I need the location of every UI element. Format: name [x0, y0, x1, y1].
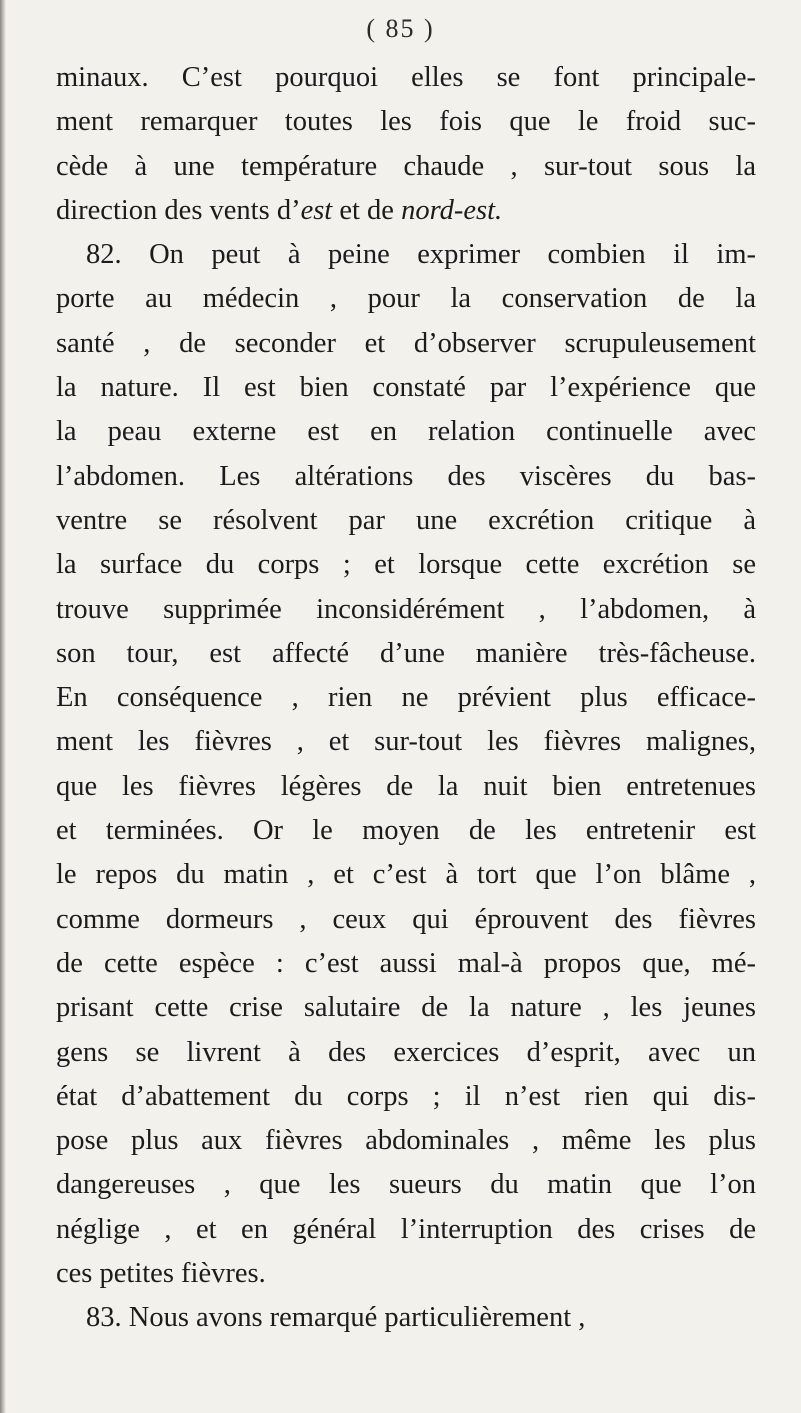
- text-line: que les fièvres légères de la nuit bien entretenues: [56, 770, 756, 802]
- text-run: direction des vents d’: [56, 194, 301, 226]
- text-line: En conséquence , rien ne prévient plus efficace-: [56, 682, 756, 714]
- text-line: de cette espèce : c’est aussi mal-à propos que, mé-: [56, 947, 756, 979]
- text-line: minaux. C’est pourquoi elles se font principale-: [56, 62, 756, 93]
- text-line: dangereuses , que les sueurs du matin que l’on: [56, 1169, 756, 1201]
- text-line: porte au médecin , pour la conservation de la: [56, 283, 756, 315]
- text-line: son tour, est affecté d’une manière très-fâcheuse.: [56, 637, 756, 669]
- paragraph-83-start: 83. Nous avons remarqué particulièrement ,: [86, 1302, 586, 1334]
- text-line: la peau externe est en relation continuelle avec: [56, 416, 756, 448]
- text-line: cède à une température chaude , sur-tout sous la: [56, 150, 756, 182]
- paragraph-82-start: 82. On peut à peine exprimer combien il im-: [86, 239, 756, 271]
- text-line: néglige , et en général l’interruption des crises de: [56, 1213, 756, 1245]
- italic-term-est: est: [300, 194, 333, 226]
- text-line: ces petites fièvres.: [56, 1258, 266, 1290]
- text-line: le repos du matin , et c’est à tort que l’on blâme ,: [56, 859, 756, 891]
- text-line: l’abdomen. Les altérations des viscères du bas-: [56, 460, 756, 492]
- text-line: [56, 189, 756, 233]
- page-number: ( 85 ): [366, 14, 435, 43]
- text-line: prisant cette crise salutaire de la nature , les jeunes: [56, 992, 756, 1024]
- text-line: comme dormeurs , ceux qui éprouvent des fièvres: [56, 903, 756, 935]
- text-line: gens se livrent à des exercices d’esprit, avec un: [56, 1036, 756, 1068]
- text-line: la surface du corps ; et lorsque cette excrétion se: [56, 549, 756, 581]
- body-text: [56, 56, 756, 1341]
- italic-term-nord-est: nord-est.: [401, 194, 503, 226]
- text-line: ventre se résolvent par une excrétion critique à: [56, 504, 756, 536]
- text-line: ment les fièvres , et sur-tout les fièvres malignes,: [56, 726, 756, 758]
- text-run: et de: [332, 194, 402, 226]
- text-line: état d’abattement du corps ; il n’est rien qui dis-: [56, 1080, 756, 1112]
- text-line: trouve supprimée inconsidérément , l’abdomen, à: [56, 593, 756, 625]
- text-line: pose plus aux fièvres abdominales , même les plus: [56, 1125, 756, 1157]
- text-line: et terminées. Or le moyen de les entretenir est: [56, 815, 756, 847]
- page-binding-edge: [0, 0, 6, 1413]
- text-line: la nature. Il est bien constaté par l’expérience que: [56, 372, 756, 404]
- text-line: ment remarquer toutes les fois que le froid suc-: [56, 106, 756, 138]
- text-line: santé , de seconder et d’observer scrupuleusement: [56, 327, 756, 359]
